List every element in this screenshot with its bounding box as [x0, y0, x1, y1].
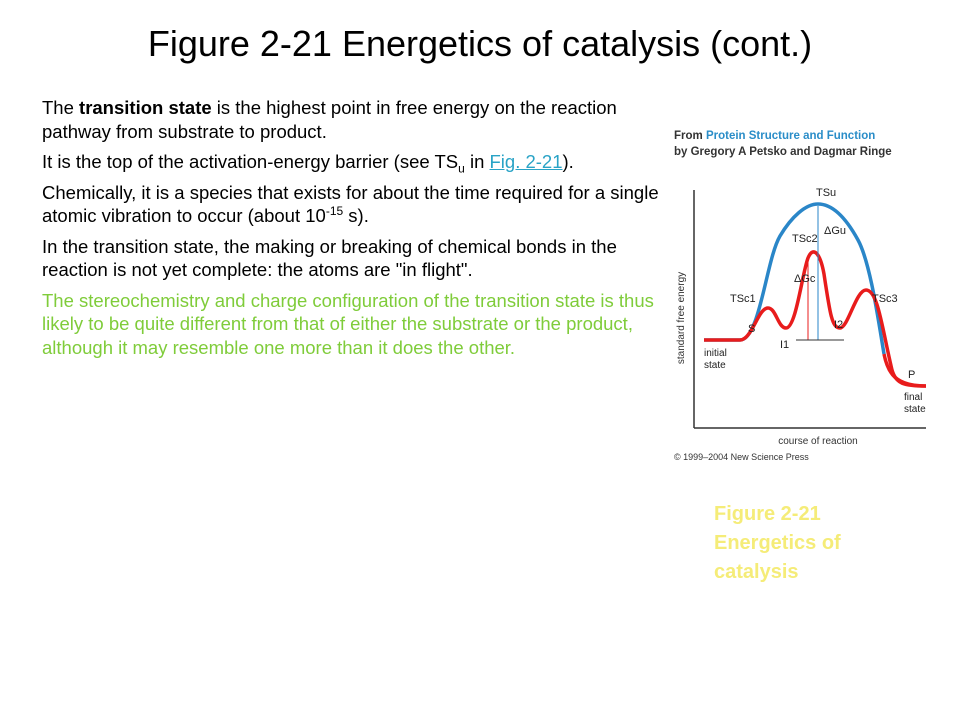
label-tsu: TSu [816, 187, 837, 199]
paragraph-transition-state: The transition state is the highest point in free energy on the reaction pathway from substrate to product. [42, 97, 617, 142]
book-title: Protein Structure and Function [705, 130, 876, 142]
bold-term: transition state [79, 97, 212, 118]
label-i1: I1 [780, 339, 790, 351]
label-p: P [908, 369, 916, 381]
label-i2: I2 [834, 319, 844, 331]
label-tsc2: TSc2 [792, 233, 818, 245]
authors: by Gregory A Petsko and Dagmar Ringe [674, 146, 892, 158]
label-dgu: ΔGu [824, 225, 847, 237]
figure-link[interactable]: Fig. 2-21 [489, 151, 563, 172]
paragraph-vibration-time: Chemically, it is a species that exists for about the time required for a single atomic vibration to occur (about $10^{-15}$ s). [42, 181, 659, 226]
energy-diagram-figure [668, 118, 930, 468]
label-dgc: ΔGc [794, 273, 816, 285]
label-s: S [748, 323, 756, 335]
paragraph-in-flight: In the transition state, the making or breaking of chemical bonds in the reaction is not yet complete: the atoms are "in flight". [42, 235, 617, 280]
energy-diagram [668, 178, 930, 450]
paragraph-stereochemistry: The stereochemistry and charge configuration of the transition state is thus likely to be quite different from that of either the substrate or the product, although it may resemble one more than it does the other. [42, 289, 654, 358]
copyright: © 1999–2004 New Science Press [674, 452, 809, 462]
label-initial: initial [704, 348, 727, 359]
slide-title: Figure 2-21 Energetics of catalysis (cont.) [147, 23, 813, 64]
label-tsc1: TSc1 [730, 293, 756, 305]
y-axis-label: standard free energy [676, 271, 687, 365]
figure-caption: Figure 2-21 Energetics of catalysis [714, 503, 841, 583]
x-axis-label: course of reaction [778, 436, 858, 447]
figure-credit: From Protein Structure and Function by Gregory A Petsko and Dagmar Ringe [674, 130, 892, 158]
paragraph-activation-barrier: It is the top of the activation-energy barrier (see $TS_u$ in Fig. 2-21). [42, 151, 574, 176]
label-initial-state: state [704, 360, 726, 371]
label-final: final [904, 392, 923, 403]
label-final-state: state [904, 404, 926, 415]
label-tsc3: TSc3 [872, 293, 898, 305]
body-text [42, 96, 660, 366]
